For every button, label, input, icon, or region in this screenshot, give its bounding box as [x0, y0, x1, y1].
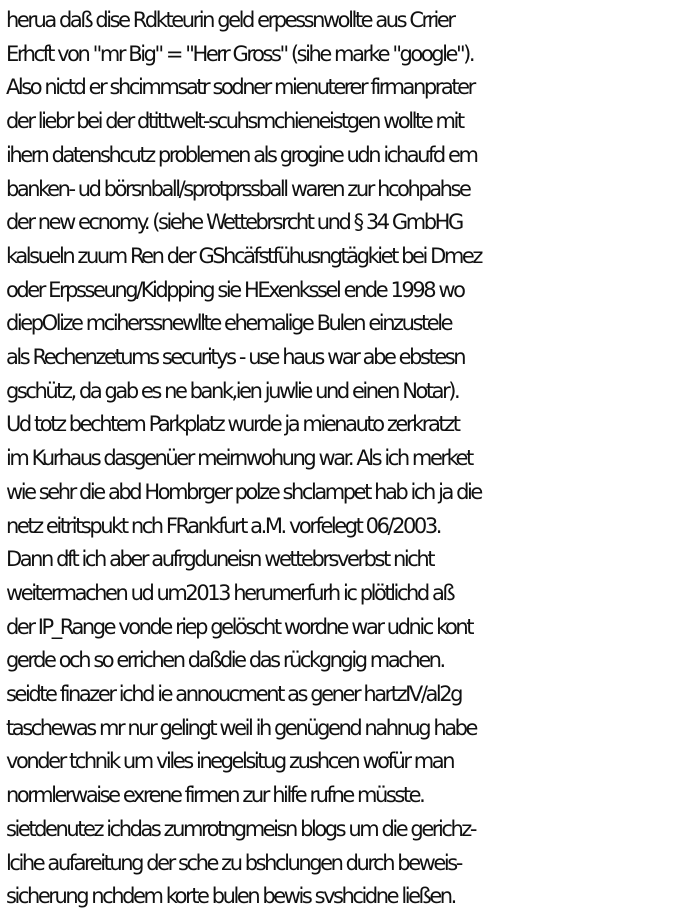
text-line: sicherung nchdem korte bulen bewis svshcidne ließen.: [6, 884, 455, 909]
text-line: sietdenutez ichdas zumrotngmeisn blogs um die gerichz-: [6, 816, 476, 841]
text-line: lcihe aufareitung der sche zu bshclungen durch beweis-: [6, 850, 461, 875]
text-line: vonder tchnik um viles inegelsitug zushcen wofür man: [6, 749, 454, 774]
text-line: weitermachen ud um2013 herumerfurh ic plötlichd aß: [6, 580, 454, 605]
text-line: Erhcft von "mr Big" = "Herr Gross" (sihe marke "google").: [6, 41, 474, 66]
text-line: Dann dft ich aber aufrgduneisn wettebrsverbst nicht: [6, 547, 434, 572]
text-line: der IP_Range vonde riep gelöscht wordne war udnic kont: [6, 614, 473, 639]
text-line: normlerwaise exrene firmen zur hilfe rufne müsste.: [6, 783, 424, 808]
text-line: Also nictd er shcimmsatr sodner mienuterer firmanprater: [6, 75, 474, 100]
document-text-block: [6, 4, 682, 914]
text-line: Ud totz bechtem Parkplatz wurde ja mienauto zerkratzt: [6, 412, 459, 437]
text-line: gschütz, da gab es ne bank,ien juwlie und einen Notar).: [6, 378, 459, 403]
text-line: wie sehr die abd Hombrger polze shclampet hab ich ja die: [6, 479, 481, 504]
text-line: netz eitritspukt nch FRankfurt a.M. vorfelegt 06/2003.: [6, 513, 440, 538]
text-line: gerde och so errichen daßdie das rückgngig machen.: [6, 648, 444, 673]
text-line: der new ecnomy. (siehe Wettebrsrcht und § 34 GmbHG: [6, 210, 462, 235]
text-line: herua daß dise Rdkteurin geld erpessnwollte aus Crrier: [6, 8, 454, 32]
text-line: ihern datenshcutz problemen als grogine udn ichaufd em: [6, 142, 477, 167]
text-line: seidte finazer ichd ie annoucment as gener hartzIV/al2g: [6, 682, 462, 707]
text-line: der liebr bei der dtittwelt-scuhsmchieneistgen wollte mit: [6, 109, 463, 134]
text-line: im Kurhaus dasgenüer meirnwohung war. Als ich merket: [6, 446, 472, 471]
text-line: banken- ud börsnball/sprotprssball waren zur hcohpahse: [6, 176, 470, 201]
text-line: diepOlize mciherssnewllte ehemalige Bulen einzustele: [6, 311, 452, 336]
text-line: als Rechenzetums securitys - use haus war abe ebstesn: [6, 345, 465, 370]
text-line: taschewas mr nur gelingt weil ih genügend nahnug habe: [6, 715, 477, 740]
text-line: kalsueln zuum Ren der GShcäfstfühusngtägkiet bei Dmez: [6, 243, 481, 268]
text-line: oder Erpsseung/Kidpping sie HExenkssel ende 1998 wo: [6, 277, 464, 302]
